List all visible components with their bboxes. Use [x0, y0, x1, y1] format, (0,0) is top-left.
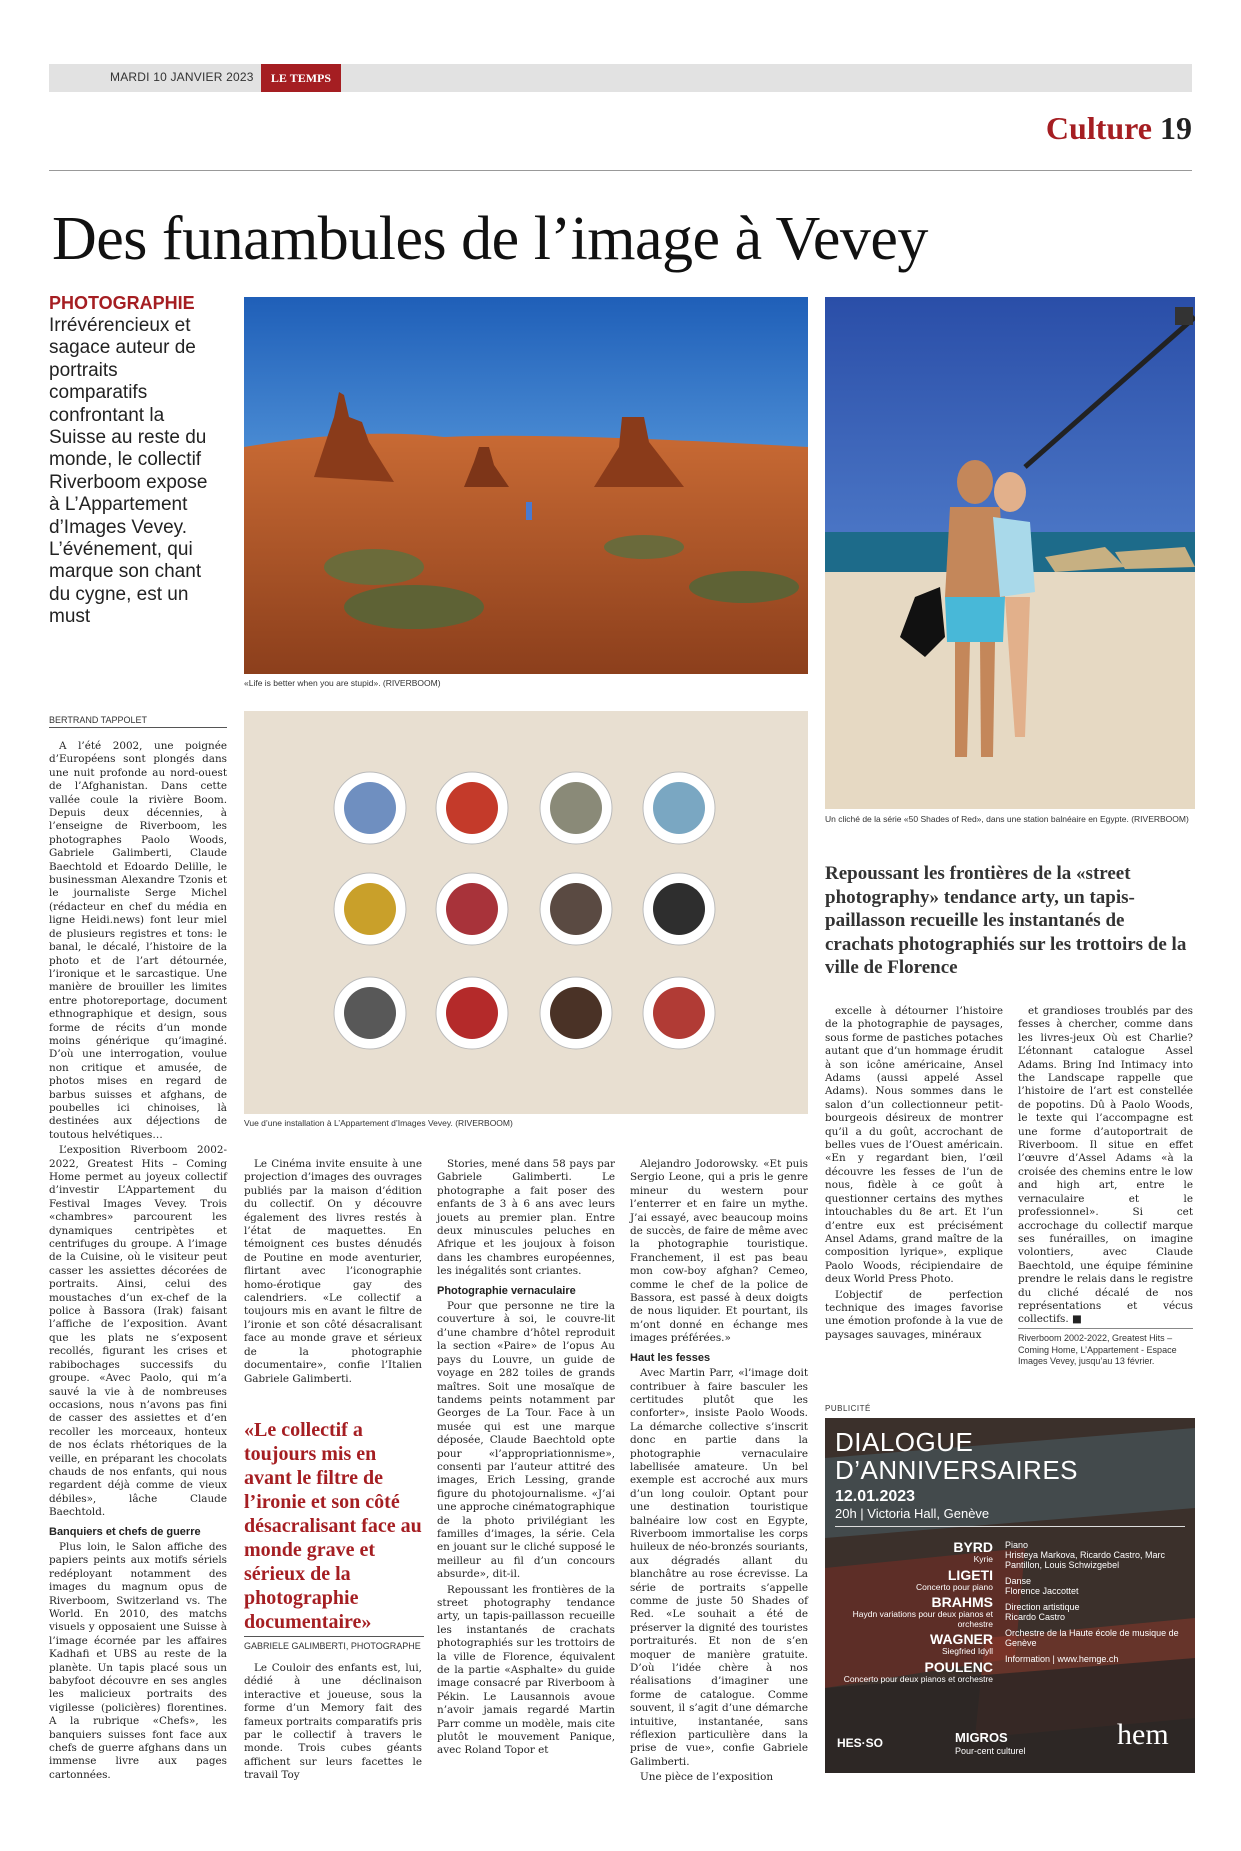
performer-label: Danse — [1005, 1576, 1032, 1586]
concert-advertisement — [825, 1418, 1195, 1773]
performer-group — [1005, 1576, 1185, 1596]
performer-label: Piano — [1005, 1540, 1029, 1550]
text-column-5 — [825, 1005, 1003, 1344]
composer-item — [825, 1540, 993, 1565]
text-column-2-bottom — [244, 1662, 422, 1785]
pull-quote: «Le collectif a toujours mis en avant le filtre de l’ironie et son côté désacralisant face au monde grave et sérieux de la photographie documentaire» — [244, 1419, 422, 1633]
article-subhead: Repoussant les frontières de la «street photography» tendance arty, un tapis-paillasson recueille les instantanés de crachats photographiés sur les trottoirs de la ville de Florence — [825, 863, 1187, 978]
composer-work: Kyrie — [973, 1554, 993, 1564]
performer-group — [1005, 1654, 1185, 1664]
composer-item — [825, 1632, 993, 1657]
paragraph: Plus loin, le Salon affiche des papiers peints aux motifs sériels redéployant notamment des images du magnum opus de Riverboom, Switzerland vs. The World. En 2010, des matchs visuels y opposaient une Suisse à l’image écornée par les affaires Kadhafi et UBS au reste de la planète. Un tapis placé sous un babyfoot découvre en ses angles les malicieux portraits des vigilesse (policières) florentines. A la rubrique «Chefs», les banquiers suisses font face aux chefs de guerre afghans dans un immense livre aux pages cartonnées. — [49, 1540, 227, 1781]
composer-name: WAGNER — [930, 1631, 993, 1647]
page-number: 19 — [1160, 110, 1192, 146]
paragraph: Une pièce de l’exposition — [640, 1771, 774, 1784]
issue-date: MARDI 10 JANVIER 2023 — [110, 70, 254, 84]
ad-date: 12.01.2023 — [835, 1488, 916, 1505]
paragraph: Le Couloir des enfants est, lui, dédié à une déclinaison interactive et joueuse, sous la forme d’un Memory fait des fameux portraits comparatifs pris par le collectif à travers le monde. Trois cubes géants affichent sur leurs facettes le travail Toy — [244, 1662, 422, 1782]
hes-so-logo: HES·SO — [837, 1736, 884, 1750]
paragraph: et grandioses troublés par des fesses à chercher, comme dans les livres-jeux Où est Charlie? L’étonnant catalogue Assel Adams. Bring Ind Intimacy into the Landscape rappelle que l’histoire de l’art est constellée de popotins. Dû à Paolo Woods, le texte qui l’accompagne est une forme d’autoportrait de Riverboom. Il situe en effet l’œuvre d’Assel Adams «à la croisée des chemins entre le low and high art, entre le vernaculaire et le professionnel». Si cet accrochage du collectif marque ses funérailles, on imagine volontiers, avec Claude Baechtold, une équipe féminine prendre le relais dans le registre du cliché décalé de nos représentations et vécus collectifs. ■ — [1018, 1005, 1193, 1326]
paragraph: Pour que personne ne tire la couverture à soi, le couvre-lit d’une chambre d’hôtel reproduit la section «Paire» de l’opus Au pays du Louvre, un guide de voyage en 282 toiles de grands maîtres. Soit une mosaïque de tandems peints notamment par Georges de La Tour. Face à un musée qui est une marque déposée, Claude Baechtold opte pour «l’appropriationnisme», consenti par l’auteur attitré des images, Erich Lessing, grande figure du photojournalisme. «J’ai une approche cinématographique de la photo privilégiant les familles d’images, la série. Cela en jouant sur le cliché supposé le meilleur au fil d’un concours absurde», dit-il. — [437, 1300, 615, 1581]
performer-names: Ricardo Castro — [1005, 1612, 1066, 1622]
paragraph: Le Cinéma invite ensuite à une projection d’images des ouvrages publiés par la maison d’édition du collectif. On y découvre également des livres restés à l’état de maquettes. En témoignent ces bustes dénudés de Poutine en mode aventurier, flirtant avec l’iconographie homo-érotique gay des calendriers. «Le collectif a toujours mis en avant le filtre de l’ironie et son côté désacralisant face au monde grave et sérieux de la photographie documentaire», confie l’Italien Gabriele Galimberti. — [244, 1158, 422, 1385]
desert-photo — [244, 297, 808, 674]
migros-logo: MIGROS — [955, 1730, 1008, 1745]
desert-photo-image — [244, 297, 808, 674]
article-byline: BERTRAND TAPPOLET — [49, 715, 227, 728]
migros-subtitle: Pour-cent culturel — [955, 1746, 1026, 1756]
plates-installation-image — [244, 711, 808, 1114]
hem-logo: hem — [1117, 1718, 1169, 1751]
text-column-4 — [630, 1158, 808, 1787]
composer-work: Siegfried Idyll — [941, 1646, 993, 1656]
exhibition-info: Riverboom 2002-2022, Greatest Hits – Coming Home, L’Appartement - Espace Images Vevey, jusqu’au 13 février. — [1018, 1328, 1193, 1368]
composer-item — [825, 1660, 993, 1685]
beach-photo-caption: Un cliché de la série «50 Shades of Red», dans une station balnéaire en Egypte. (RIVERBOOM) — [825, 814, 1189, 824]
ad-performers — [1005, 1540, 1185, 1670]
section-heading — [1046, 110, 1192, 147]
article-lead: Irrévérencieux et sagace auteur de portraits comparatifs confrontant la Suisse au reste du monde, le collectif Riverboom expose à L’Appartement d’Images Vevey. L’événement, qui marque son chant du cygne, est un must — [49, 315, 208, 628]
composer-work: Concerto pour piano — [915, 1581, 993, 1592]
performer-label: Direction artistique — [1005, 1602, 1080, 1612]
composer-item — [825, 1595, 993, 1629]
text-column-3 — [437, 1158, 615, 1760]
intertitle: Haut les fesses — [630, 1351, 711, 1364]
paragraph: L’exposition Riverboom 2002-2022, Greatest Hits – Coming Home permet au joyeux collectif d’investir L’Appartement du Festival Images Vevey. Trois «chambres» parcourent les dynamiques centripètes et centrifuges du groupe. A l’image de la Cuisine, où le visiteur peut casser les assiettes décorées de portraits. Ainsi, celui des moustaches d’un ex-chef de la police à Bassora (Irak) faisant l’affiche de l’exposition. Avant que les plats ne s’exposent recollés, figurant les crises et rabibochages successifs du groupe. «Avec Paolo, qui m’a sauvé la vie à de nombreuses occasions, nous n’avons pas fini de casser des assiettes et d’en recoller les morceaux, honteux de nos éclats rhétoriques de la veille, en préparant les chocolats chauds de nos enfants, qui nous regardent déjà comme de vieux débiles», lâche Claude Baechtold. — [49, 1144, 227, 1519]
text-column-2 — [244, 1158, 422, 1388]
beach-photo-image — [825, 297, 1195, 809]
article-rubric: PHOTOGRAPHIE — [49, 293, 195, 313]
paragraph: L’objectif de perfection technique des images favorise une émotion profonde à la vue de paysages sauvages, minéraux — [825, 1288, 1003, 1341]
text-column-1 — [49, 740, 227, 1784]
performer-group — [1005, 1540, 1185, 1570]
paragraph: Stories, mené dans 58 pays par Gabriele Galimberti. Le photographe a fait poser des enfants de 3 à 6 ans avec leurs jouets au premier plan. Entre deux minuscules peluches en Afrique et les joujoux à foison dans les chambres européennes, les inégalités sont criantes. — [437, 1158, 615, 1278]
paragraph: A l’été 2002, une poignée d’Européens sont plongés dans une nuit profonde au nord-ouest de l’Afghanistan. Dans cette vallée coule la rivière Boom. Depuis deux décennies, à l’enseigne de Riverboom, les photographes Paolo Woods, Gabriele Galimberti, Claude Baechtold et Edoardo Delille, le businessman Alexandre Tzonis et le journaliste Serge Michel (rédacteur en chef du média en ligne Heidi.news) font leur miel de plusieurs registres et tons: le banal, le décalé, l’histoire de la photo et de l’art détournée, l’ironique et le sarcastique. Une manière de brouiller les limites entre photoreportage, document ethnographique et design, sous forme de récits d’un monde moins générique qu’imaginé. D’où une interrogation, voulue non critique et amusée, de photos mises en regard de barbus suisses et afghans, de poubelles ici chinoises, là destinées aux déjections de toutous helvétiques… — [49, 740, 227, 1141]
composer-work: Haydn variations pour deux pianos et orchestre — [852, 1609, 993, 1629]
orchestra-name: Orchestre de la Haute école de musique de Genève — [1005, 1628, 1179, 1648]
beach-photo — [825, 297, 1195, 809]
desert-photo-caption: «Life is better when you are stupid». (RIVERBOOM) — [244, 678, 441, 688]
paragraph: excelle à détourner l’histoire de la photographie de paysages, sous forme de pastiches potaches autant que d’un hommage érudit à son icône américaine, Ansel Adams (aussi appelé Assel Adams). Nous sommes dans le salon d’un collectionneur petit-bourgeois désireux de montrer qu’il a du goût, accrochant de belles vues de l’Ouest américain. «En y regardant bien, l’œil découvre les fesses de l’un de nous, fidèle à ce goût à questionner certains des mythes intouchables du 8e art. Et l’un d’entre eux est précisément Ansel Adams, grand maître de la composition lyrique», explique Paolo Woods, récipiendaire de deux World Press Photo. — [825, 1005, 1003, 1286]
composer-name: BRAHMS — [931, 1594, 993, 1610]
ad-venue: 20h | Victoria Hall, Genève — [835, 1506, 990, 1521]
section-name: Culture — [1045, 110, 1152, 146]
pull-quote-author: GABRIELE GALIMBERTI, PHOTOGRAPHE — [244, 1636, 424, 1651]
composer-name: BYRD — [953, 1539, 993, 1555]
advertisement-label: PUBLICITÉ — [825, 1404, 871, 1413]
ad-title-line: DIALOGUE — [835, 1427, 974, 1457]
paragraph: Repoussant les frontières de la street photography tendance arty, un tapis-paillasson recueille les instantanés de crachats photographiés sur les trottoirs de la ville de Florence, équivalent de la partie «Asphalte» du guide image consacré par Riverboom à Pékin. Le Lausannois avoue n’avoir jamais regardé Martin Parr comme un modèle, mais cite plutôt le mouvement Panique, avec Roland Topor et — [437, 1583, 615, 1757]
performer-names: Florence Jaccottet — [1005, 1586, 1079, 1596]
composer-name: POULENC — [924, 1658, 993, 1675]
composer-work: Concerto pour deux pianos et orchestre — [843, 1673, 993, 1684]
section-rule — [49, 170, 1192, 171]
ad-divider — [835, 1526, 1185, 1527]
paragraph: Avec Martin Parr, «l’image doit contribuer à faire basculer les certitudes plutôt que les conforter», insiste Paolo Woods. La démarche collective s’inscrit donc en partie dans la photographie vernaculaire labellisée amateure. Un bel exemple est accroché aux murs d’un long couloir. Optant pour une destination touristique balnéaire low cost en Egypte, Riverboom immortalise les corps huileux de néo-bronzés souriants, aux dégradés allant du blanchâtre au rose écrevisse. La série de portraits s’appelle comme de juste 50 Shades of Red. «Le souhait a été de préserver la dignité des touristes portraiturés. Et non de s’en moquer de manière gratuite. D’où l’idée chère à nos réalisations d’imaginer une forme de catalogue. Comme souvent, il s’agit d’une démarche intuitive, instantanée, sans réflexion particulière dans la prise de vue», confie Gabriele Galimberti. — [630, 1367, 808, 1768]
intertitle: Photographie vernaculaire — [437, 1284, 576, 1297]
text-column-6 — [1018, 1005, 1193, 1329]
ad-composers — [825, 1540, 993, 1687]
ad-title-line: D’ANNIVERSAIRES — [835, 1455, 1078, 1485]
ad-info-link[interactable]: Information | www.hemge.ch — [1005, 1654, 1119, 1664]
composer-item — [825, 1568, 993, 1593]
newspaper-brand: LE TEMPS — [261, 64, 341, 92]
paragraph: Alejandro Jodorowsky. «Et puis Sergio Leone, qui a pris le genre mineur du western pour l’enterrer et en faire un mythe. J’ai essayé, avec beaucoup moins de succès, de faire de même avec la photographie touristique. Franchement, il est pas beau mon cow-boy afghan? Cemeo, comme le chef de la police de Bassora, est passé à deux doigts de nous liquider. Et pourtant, ils m’ont donné en échange mes images préférées.» — [630, 1158, 808, 1345]
performer-group — [1005, 1628, 1185, 1648]
composer-name: LIGETI — [947, 1566, 993, 1583]
article-headline: Des funambules de l’image à Vevey — [52, 205, 928, 273]
performer-group — [1005, 1602, 1185, 1622]
performer-names: Hristeya Markova, Ricardo Castro, Marc Pantillon, Louis Schwizgebel — [1005, 1550, 1166, 1570]
intertitle: Banquiers et chefs de guerre — [49, 1525, 201, 1538]
plates-photo-caption: Vue d’une installation à L’Appartement d’Images Vevey. (RIVERBOOM) — [244, 1118, 513, 1128]
plates-photo — [244, 711, 808, 1114]
ad-title — [835, 1428, 1078, 1484]
